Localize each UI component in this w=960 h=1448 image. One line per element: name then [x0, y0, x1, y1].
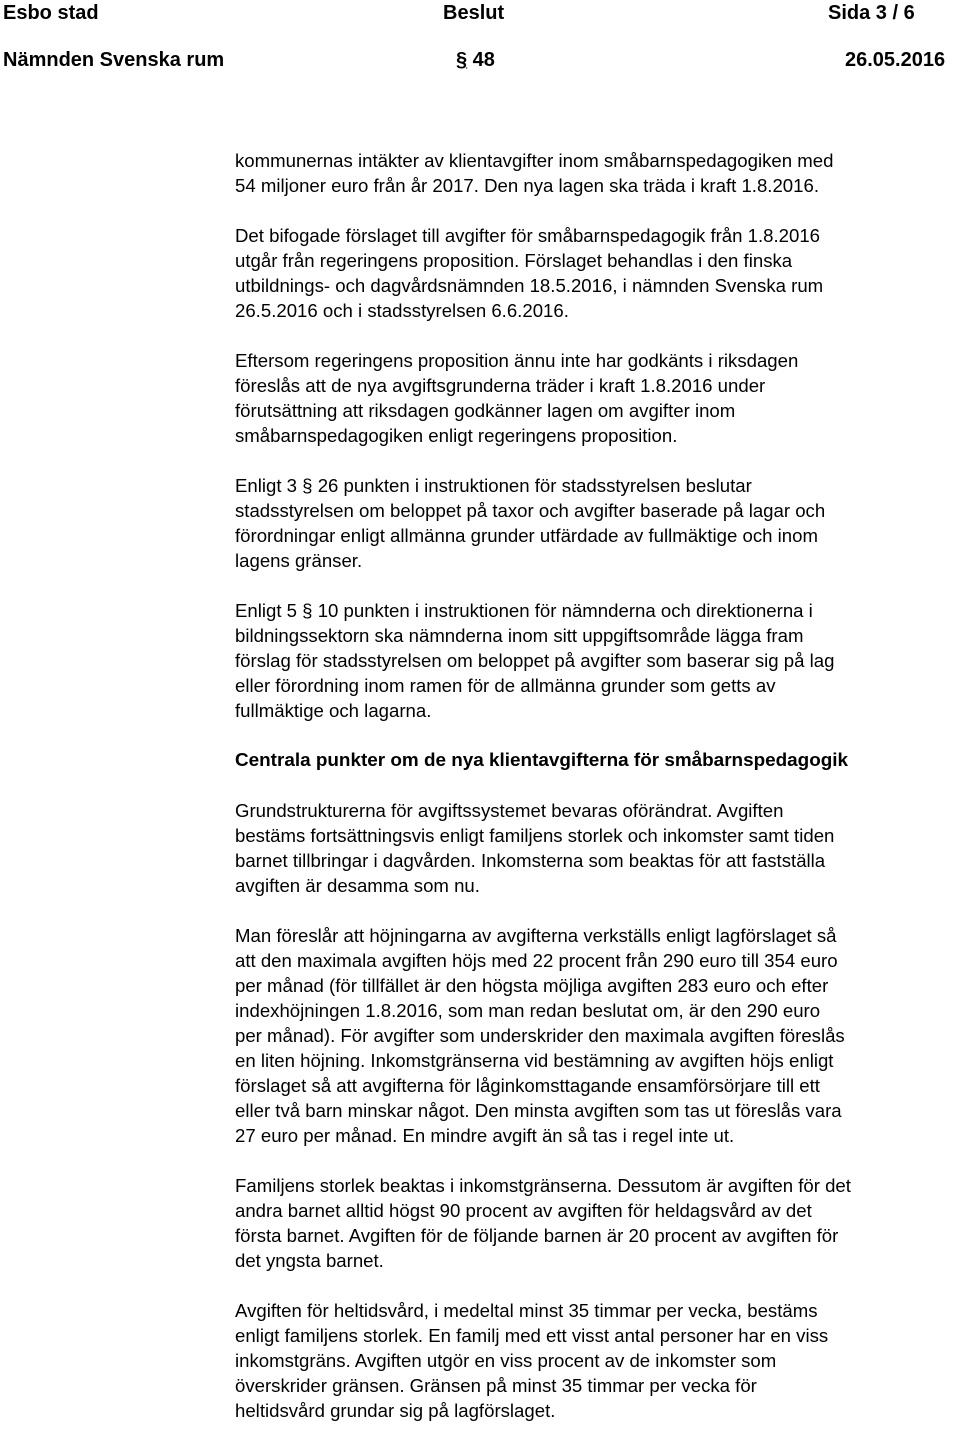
section-reference: [456, 47, 495, 73]
paragraph: [235, 798, 957, 898]
paragraph-line: Det bifogade förslaget till avgifter för småbarnspedagogik från 1.8.2016: [235, 225, 821, 246]
paragraph-line: det yngsta barnet.: [235, 1250, 384, 1271]
paragraph-line: inkomstgräns. Avgiften utgör en viss procent av de inkomster som: [235, 1350, 777, 1371]
paragraph: [235, 473, 957, 573]
meeting-date: 26.05.2016: [845, 49, 946, 71]
paragraph-line: Enligt 3 § 26 punkten i instruktionen för stadsstyrelsen beslutar: [235, 475, 752, 496]
page-header-top: [0, 0, 960, 26]
committee-name: Nämnden Svenska rum: [3, 49, 225, 71]
paragraph-line: 26.5.2016 och i stadsstyrelsen 6.6.2016.: [235, 300, 569, 321]
paragraph-line: lagens gränser.: [235, 550, 363, 571]
paragraph-line: Eftersom regeringens proposition ännu inte har godkänts i riksdagen: [235, 350, 799, 371]
paragraph-line: eller förordning inom ramen för de allmänna grunder som getts av: [235, 675, 776, 696]
page-number: Sida 3 / 6: [828, 2, 915, 24]
paragraph: [235, 223, 957, 323]
paragraph-line: föreslås att de nya avgiftsgrunderna träder i kraft 1.8.2016 under: [235, 375, 766, 396]
paragraph-line: per månad (för tillfället är den högsta möjliga avgiften 283 euro och efter: [235, 975, 829, 996]
paragraph-line: per månad). För avgifter som underskrider den maximala avgiften föreslås: [235, 1025, 845, 1046]
paragraph-line: utbildnings- och dagvårdsnämnden 18.5.2016, i nämnden Svenska rum: [235, 275, 824, 296]
paragraph-line: att den maximala avgiften höjs med 22 procent från 290 euro till 354 euro: [235, 950, 838, 971]
paragraph: [235, 923, 957, 1148]
paragraph: [235, 1173, 957, 1273]
paragraph-line: kommunernas intäkter av klientavgifter inom småbarnspedagogiken med: [235, 150, 834, 171]
paragraph-line: småbarnspedagogiken enligt regeringens proposition.: [235, 425, 678, 446]
paragraph-line: en liten höjning. Inkomstgränserna vid bestämning av avgiften höjs enligt: [235, 1050, 834, 1071]
section-heading: Centrala punkter om de nya klientavgifterna för småbarnspedagogik: [235, 750, 849, 771]
section-symbol: §: [456, 49, 468, 71]
paragraph-line: indexhöjningen 1.8.2016, som man redan beslutat om, är den 290 euro: [235, 1000, 821, 1021]
paragraph-line: bildningssektorn ska nämnderna inom sitt uppgiftsområde lägga fram: [235, 625, 804, 646]
paragraph-line: Avgiften för heltidsvård, i medeltal minst 35 timmar per vecka, bestäms: [235, 1300, 818, 1321]
paragraph-line: enligt familjens storlek. En familj med ett visst antal personer har en viss: [235, 1325, 829, 1346]
paragraph: [235, 348, 957, 448]
paragraph: [235, 148, 957, 198]
paragraph-line: barnet tillbringar i dagvården. Inkomsterna som beaktas för att fastställa: [235, 850, 826, 871]
paragraph-line: andra barnet alltid högst 90 procent av avgiften för heldagsvård av det: [235, 1200, 812, 1221]
paragraph-line: förslag för stadsstyrelsen om beloppet på avgifter som baserar sig på lag: [235, 650, 835, 671]
paragraph-line: Familjens storlek beaktas i inkomstgränserna. Dessutom är avgiften för det: [235, 1175, 851, 1196]
section-number: 48: [467, 49, 495, 71]
paragraph-line: första barnet. Avgiften för de följande barnen är 20 procent av avgiften för: [235, 1225, 839, 1246]
paragraph-line: bestäms fortsättningsvis enligt familjens storlek och inkomster samt tiden: [235, 825, 835, 846]
page-header-bottom: [0, 47, 960, 73]
paragraph-line: förordningar enligt allmänna grunder utfärdade av fullmäktige och inom: [235, 525, 818, 546]
paragraph-line: utgår från regeringens proposition. Förslaget behandlas i den finska: [235, 250, 793, 271]
paragraph-line: 54 miljoner euro från år 2017. Den nya lagen ska träda i kraft 1.8.2016.: [235, 175, 819, 196]
paragraph-group-intro: [235, 148, 957, 723]
paragraph-line: eller två barn minskar något. Den minsta avgiften som tas ut föreslås vara: [235, 1100, 842, 1121]
paragraph-group-details: [235, 798, 957, 1423]
paragraph: [235, 1298, 957, 1423]
document-body: [235, 148, 957, 1448]
paragraph-line: avgiften är desamma som nu.: [235, 875, 480, 896]
paragraph-line: Grundstrukturerna för avgiftssystemet bevaras oförändrat. Avgiften: [235, 800, 784, 821]
paragraph-line: 27 euro per månad. En mindre avgift än så tas i regel inte ut.: [235, 1125, 735, 1146]
organization-name: Esbo stad: [3, 2, 99, 24]
paragraph-line: heltidsvård grundar sig på lagförslaget.: [235, 1400, 556, 1421]
document-type: Beslut: [443, 2, 505, 24]
paragraph-line: överskrider gränsen. Gränsen på minst 35 timmar per vecka för: [235, 1375, 757, 1396]
paragraph-line: fullmäktige och lagarna.: [235, 700, 432, 721]
paragraph: [235, 598, 957, 723]
paragraph-line: förslaget så att avgifterna för låginkomsttagande ensamförsörjare till ett: [235, 1075, 820, 1096]
paragraph-line: Enligt 5 § 10 punkten i instruktionen för nämnderna och direktionerna i: [235, 600, 813, 621]
paragraph-line: Man föreslår att höjningarna av avgifterna verkställs enligt lagförslaget så: [235, 925, 837, 946]
paragraph-line: förutsättning att riksdagen godkänner lagen om avgifter inom: [235, 400, 736, 421]
paragraph-line: stadsstyrelsen om beloppet på taxor och avgifter baserade på lagar och: [235, 500, 826, 521]
